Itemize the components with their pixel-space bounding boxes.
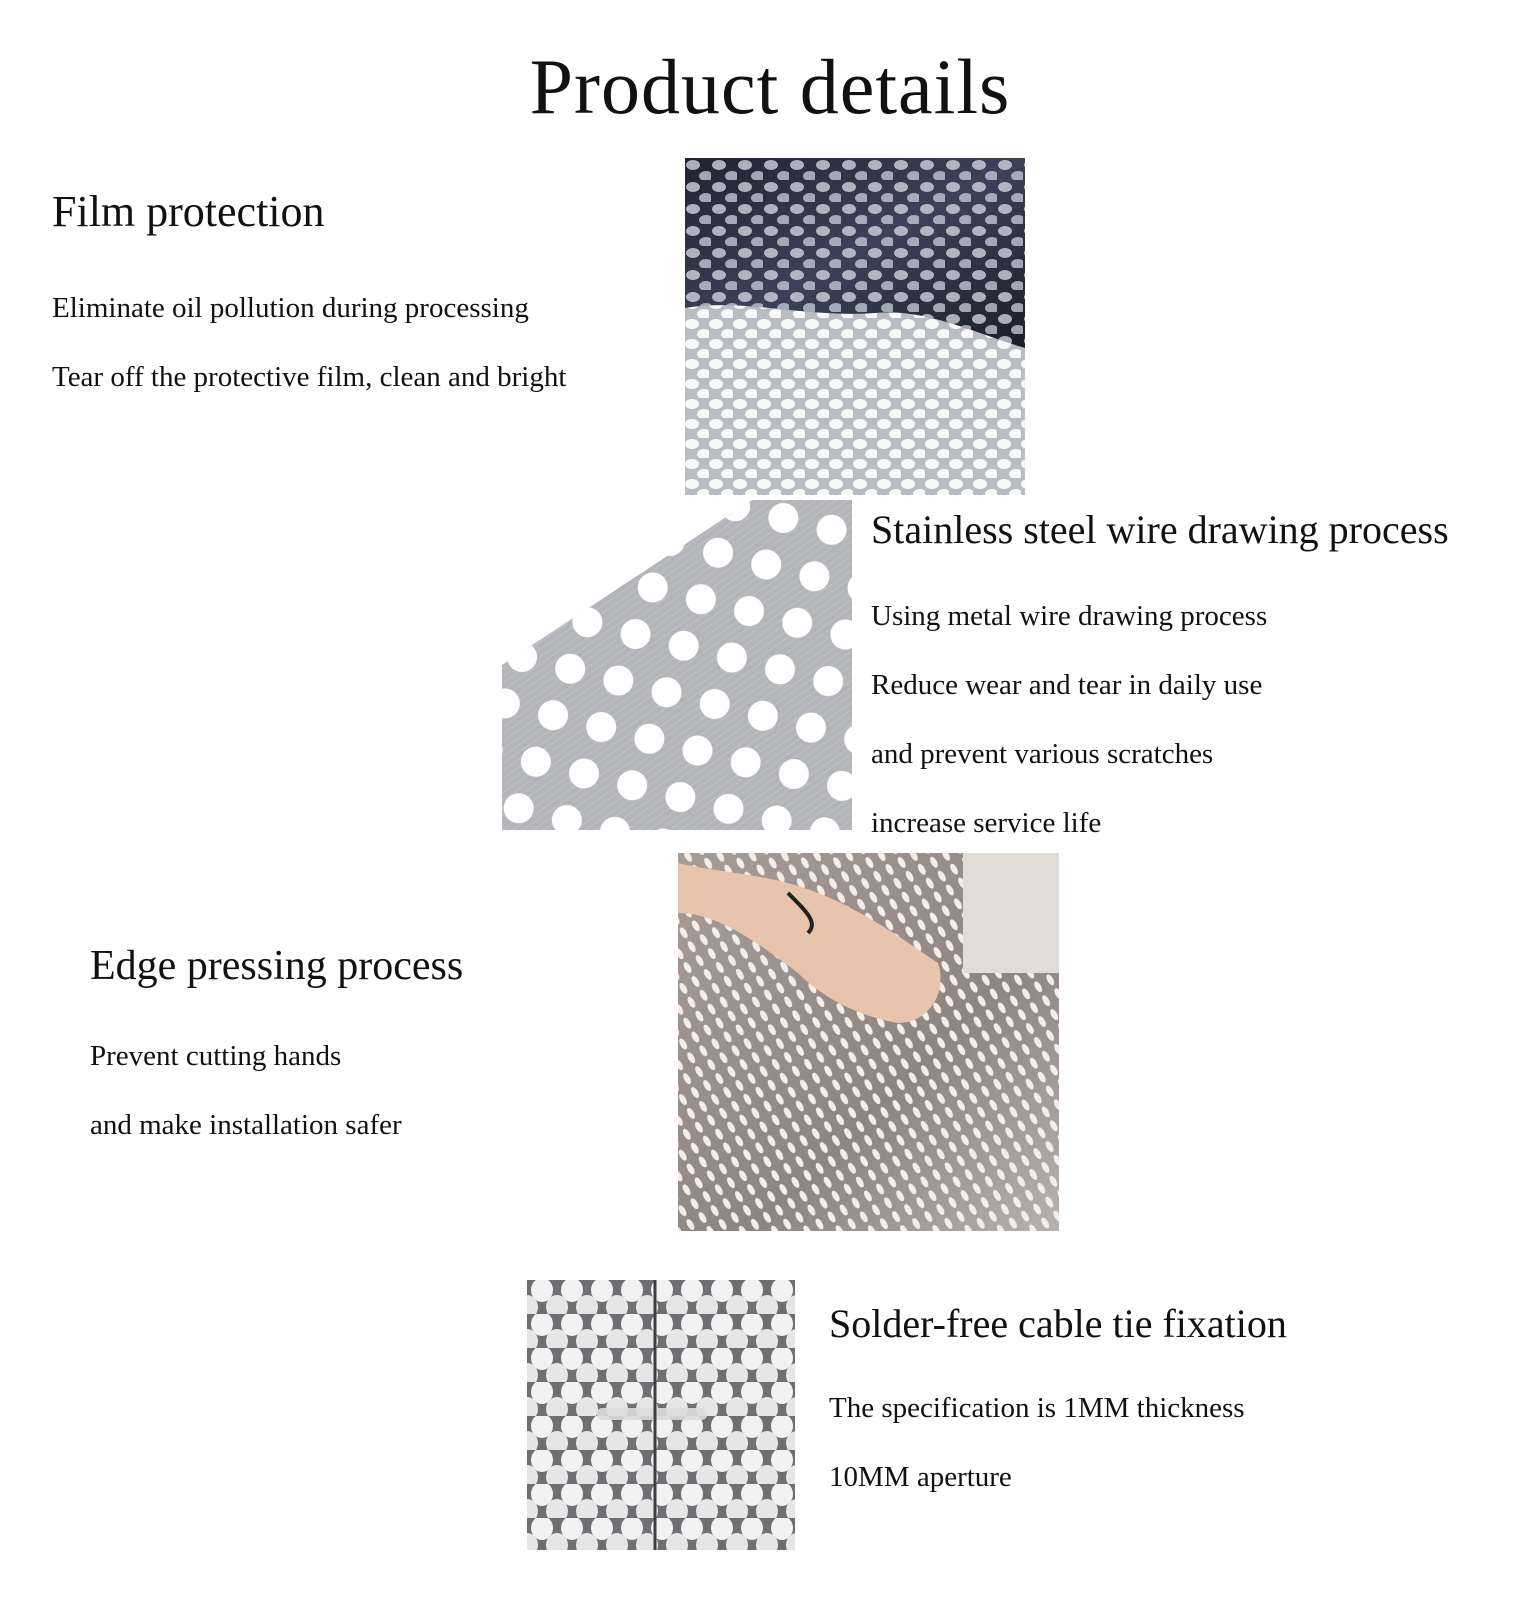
- cable-tie-photo: [527, 1280, 795, 1550]
- section-line: increase service life: [871, 807, 1102, 839]
- section-line: Tear off the protective film, clean and bright: [52, 361, 567, 393]
- section-line: Using metal wire drawing process: [871, 600, 1268, 632]
- section-line: Reduce wear and tear in daily use: [871, 669, 1263, 701]
- section-line: Eliminate oil pollution during processing: [52, 292, 529, 324]
- section-heading-wire-drawing: Stainless steel wire drawing process: [871, 507, 1449, 552]
- edge-pressing-photo: [678, 853, 1059, 1231]
- section-line: Prevent cutting hands: [90, 1040, 342, 1072]
- section-heading-film-protection: Film protection: [52, 187, 325, 236]
- section-heading-edge-pressing: Edge pressing process: [90, 943, 464, 989]
- section-line: and prevent various scratches: [871, 738, 1214, 770]
- section-heading-cable-tie: Solder-free cable tie fixation: [829, 1301, 1287, 1346]
- page-title: Product details: [529, 43, 1011, 130]
- film-protection-photo: [685, 158, 1025, 495]
- wire-drawing-photo: [502, 500, 852, 830]
- section-line: 10MM aperture: [829, 1461, 1012, 1493]
- section-line: and make installation safer: [90, 1109, 402, 1141]
- section-line: The specification is 1MM thickness: [829, 1392, 1245, 1424]
